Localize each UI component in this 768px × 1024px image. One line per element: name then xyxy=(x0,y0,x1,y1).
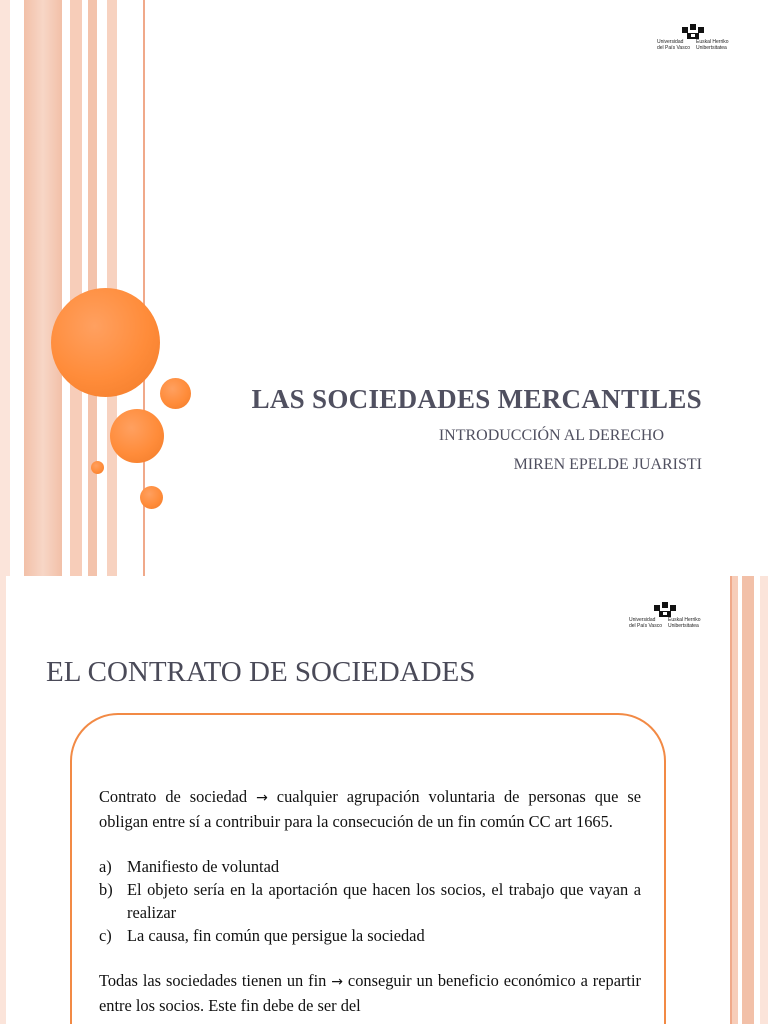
arrow-icon: → xyxy=(256,790,268,806)
logo-text-line: Euskal Herriko xyxy=(695,39,729,45)
list-item xyxy=(99,924,641,947)
logo-text-line: Unibertsitatea xyxy=(667,622,699,629)
logo-text-line: Universidad xyxy=(657,39,684,45)
decorative-stripe xyxy=(754,576,760,1024)
university-logo xyxy=(629,602,701,629)
list-item xyxy=(99,855,641,878)
upv-ehu-logo-icon xyxy=(654,602,676,616)
list-item-text: La causa, fin común que persigue la sociedad xyxy=(127,926,425,945)
decorative-stripe xyxy=(117,0,143,576)
list-item-text: Manifiesto de voluntad xyxy=(127,857,280,876)
content-box xyxy=(70,713,666,1024)
logo-text-line: del País Vasco xyxy=(657,44,690,51)
logo-text-line: Euskal Herriko xyxy=(667,617,701,623)
conclusion-text: conseguir un beneficio económico a repartir entre los socios. Este fin debe de ser del xyxy=(99,971,641,1015)
slide-title: LAS SOCIEDADES MERCANTILES xyxy=(251,384,702,414)
content-slide xyxy=(0,576,768,1024)
list-marker: b) xyxy=(99,880,113,899)
decorative-stripe xyxy=(10,0,24,576)
arrow-icon: → xyxy=(331,974,343,990)
list-item-text: El objeto sería en la aportación que hacen los socios, el trabajo que vayan a realizar xyxy=(127,880,641,922)
university-logo xyxy=(657,24,729,51)
list-marker: c) xyxy=(99,926,112,945)
decorative-stripe xyxy=(742,576,754,1024)
logo-text-line: Unibertsitatea xyxy=(695,44,727,51)
definition-text: Contrato de sociedad xyxy=(99,787,257,806)
list-item xyxy=(99,878,641,924)
decorative-circle-large xyxy=(51,288,160,397)
logo-text-line: Universidad xyxy=(629,617,656,623)
slide-title: EL CONTRATO DE SOCIEDADES xyxy=(46,656,476,688)
decorative-stripe-line xyxy=(730,576,732,1024)
decorative-stripe xyxy=(70,0,82,576)
decorative-circle xyxy=(140,486,163,509)
decorative-stripe xyxy=(24,0,62,576)
conclusion-text: Todas las sociedades tienen un fin xyxy=(99,971,332,990)
definition-text: cualquier agrupación voluntaria de personas que se obligan entre sí a contribuir para la consecución de un fin común CC art 1665. xyxy=(99,787,641,831)
decorative-stripe xyxy=(0,0,10,576)
conclusion-paragraph xyxy=(99,969,641,1017)
elements-list xyxy=(99,855,641,947)
slide-author: MIREN EPELDE JUARISTI xyxy=(513,456,702,473)
decorative-stripe xyxy=(738,576,742,1024)
definition-paragraph xyxy=(99,785,641,833)
list-marker: a) xyxy=(99,857,112,876)
decorative-stripe xyxy=(62,0,70,576)
logo-text-line: del País Vasco xyxy=(629,622,662,629)
decorative-circle-small xyxy=(91,461,104,474)
slide-subtitle: INTRODUCCIÓN AL DERECHO xyxy=(438,427,664,444)
decorative-stripe xyxy=(0,576,6,1024)
decorative-stripe xyxy=(760,576,768,1024)
upv-ehu-logo-icon xyxy=(682,24,704,38)
decorative-stripe xyxy=(732,576,738,1024)
